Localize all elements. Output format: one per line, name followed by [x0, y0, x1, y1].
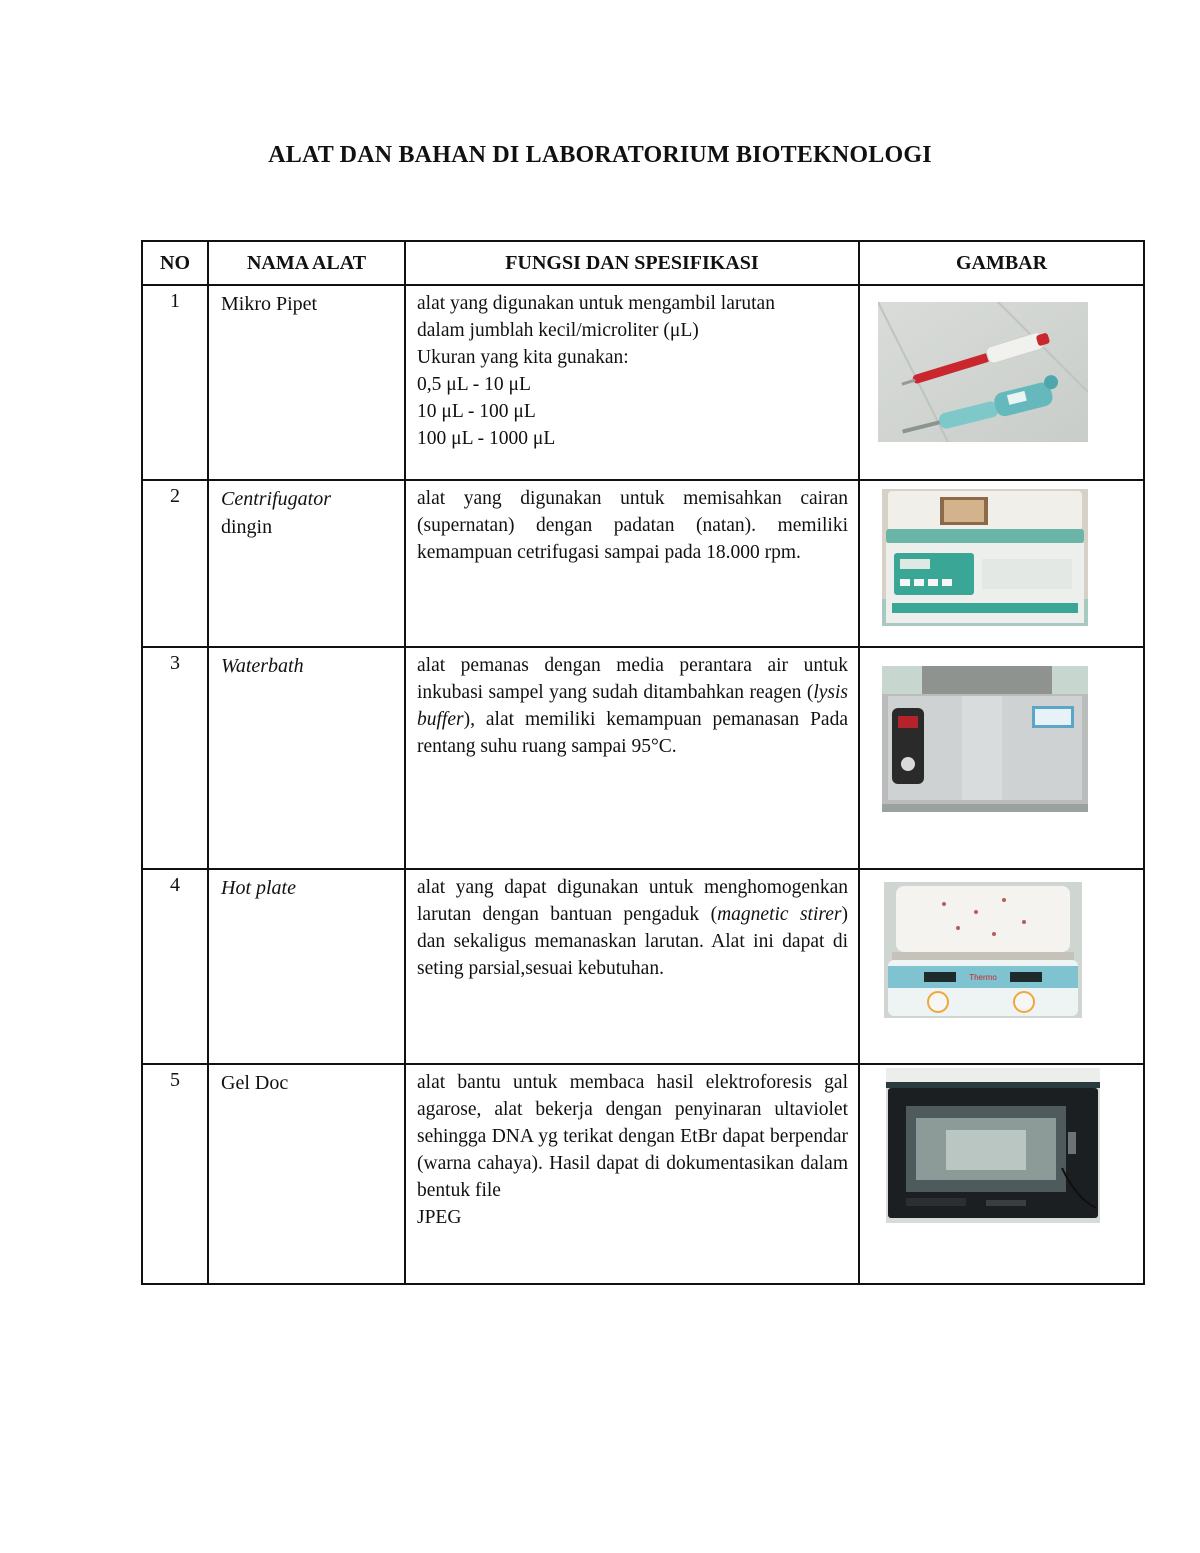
equipment-description: [405, 869, 859, 1064]
header-image: GAMBAR: [859, 241, 1144, 285]
table-row: [142, 869, 1144, 1064]
brand-label: Thermo: [969, 973, 997, 982]
row-number: 3: [142, 647, 208, 869]
description-text: alat yang dapat digunakan untuk menghomogenkan larutan dengan bantuan pengaduk (: [417, 877, 848, 925]
description-line: dalam jumblah kecil/microliter (μL): [417, 320, 699, 341]
equipment-image-cell: [859, 480, 1144, 647]
waterbath-photo: [882, 666, 1088, 812]
description-line: 10 μL - 100 μL: [417, 401, 536, 422]
equipment-description: [405, 285, 859, 480]
description-text: alat bantu untuk membaca hasil elektroforesis gal agarose, alat bekerja dengan penyinaran ultaviolet sehingga DNA yg terikat dengan EtBr dapat berpendar (warna cahaya). Hasil dapat di dokumentasikan dalam bentuk file: [417, 1072, 848, 1201]
description-line: Ukuran yang kita gunakan:: [417, 347, 629, 368]
description-text: ) dan sekaligus memanaskan larutan. Alat ini dapat di seting parsial,sesuai kebutuhan.: [417, 904, 849, 979]
equipment-table: [141, 240, 1145, 1285]
equipment-image-cell: [859, 869, 1144, 1064]
equipment-name-italic: Hot plate: [221, 877, 296, 899]
equipment-description: [405, 1064, 859, 1284]
table-header-row: [142, 241, 1144, 285]
table-row: [142, 1064, 1144, 1284]
row-number: 5: [142, 1064, 208, 1284]
equipment-description: alat yang digunakan untuk memisahkan cairan (supernatan) dengan padatan (natan). memiliki kemampuan cetrifugasi sampai pada 18.000 rpm.: [405, 480, 859, 647]
table-row: [142, 647, 1144, 869]
table-row: [142, 285, 1144, 480]
equipment-name: [208, 480, 405, 647]
equipment-name: Mikro Pipet: [208, 285, 405, 480]
row-number: 1: [142, 285, 208, 480]
micropipette-photo: [878, 302, 1088, 442]
equipment-description: [405, 647, 859, 869]
description-italic: lysis buffer: [417, 682, 848, 730]
equipment-image-cell: [859, 647, 1144, 869]
header-name: NAMA ALAT: [208, 241, 405, 285]
description-italic: magnetic stirer: [717, 904, 842, 925]
equipment-name: Gel Doc: [208, 1064, 405, 1284]
row-number: 4: [142, 869, 208, 1064]
description-text: ), alat memiliki kemampuan pemanasan Pada rentang suhu ruang sampai 95°C.: [417, 709, 848, 757]
description-line: alat yang digunakan untuk mengambil larutan: [417, 293, 775, 314]
equipment-name: [208, 869, 405, 1064]
equipment-name: [208, 647, 405, 869]
equipment-name-italic: Centrifugator: [221, 488, 332, 510]
table-row: [142, 480, 1144, 647]
equipment-name-rest: dingin: [221, 516, 273, 538]
equipment-name-italic: Waterbath: [221, 655, 304, 677]
refrigerated-centrifuge-photo: [882, 489, 1088, 626]
description-text: JPEG: [417, 1207, 462, 1228]
gel-doc-photo: [886, 1068, 1100, 1223]
row-number: 2: [142, 480, 208, 647]
description-line: 100 μL - 1000 μL: [417, 428, 556, 449]
page-title: ALAT DAN BAHAN DI LABORATORIUM BIOTEKNOLOGI: [268, 142, 932, 168]
hot-plate-stirrer-photo: [884, 882, 1082, 1018]
description-text: alat pemanas dengan media perantara air untuk inkubasi sampel yang sudah ditambahkan reagen (: [417, 655, 848, 703]
header-no: NO: [142, 241, 208, 285]
description-line: 0,5 μL - 10 μL: [417, 374, 531, 395]
header-function: FUNGSI DAN SPESIFIKASI: [405, 241, 859, 285]
equipment-image-cell: [859, 285, 1144, 480]
equipment-image-cell: [859, 1064, 1144, 1284]
